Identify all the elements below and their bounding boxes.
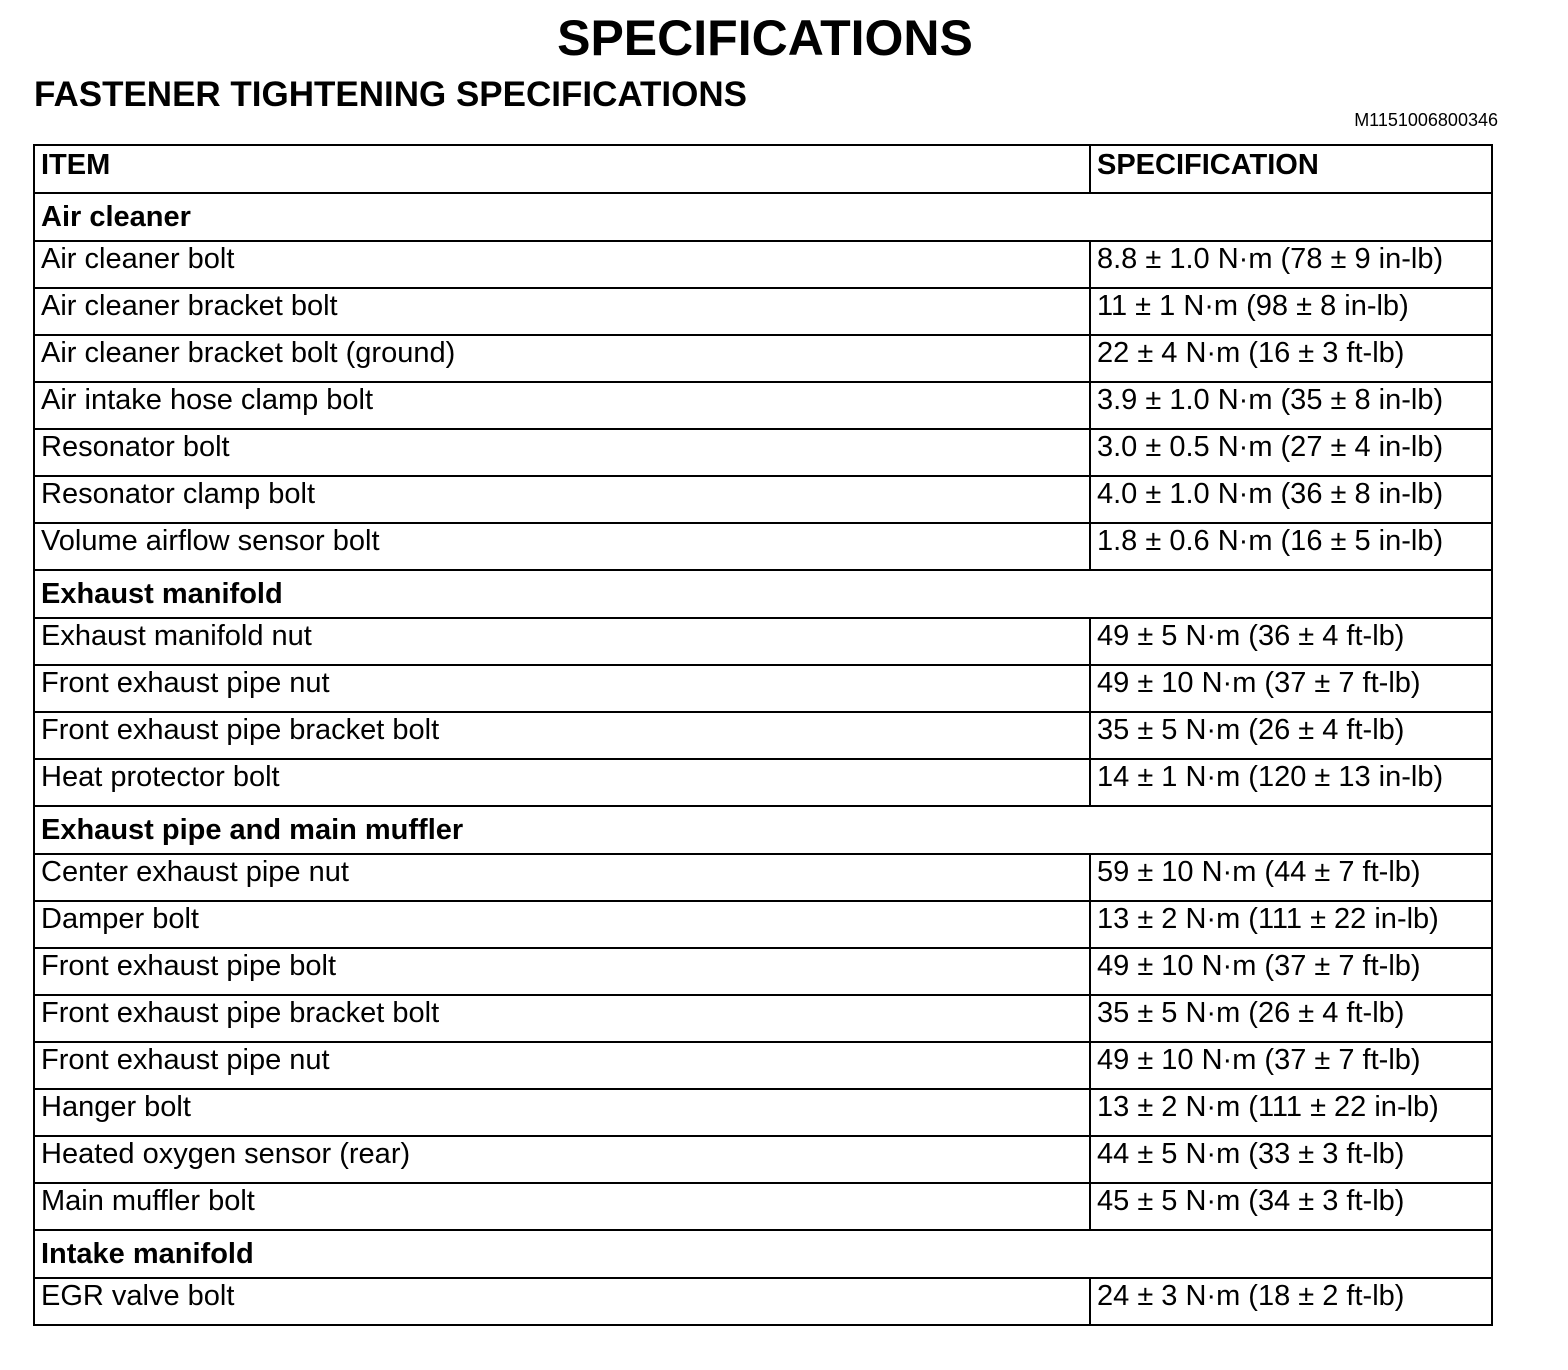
item-cell: Front exhaust pipe bracket bolt (34, 712, 1090, 759)
group-row-exhaust-pipe-main-muffler (34, 806, 1492, 854)
table-row (34, 1278, 1492, 1325)
table-row (34, 1042, 1492, 1089)
spec-cell: 3.0 ± 0.5 N·m (27 ± 4 in-lb) (1090, 429, 1492, 476)
spec-cell: 22 ± 4 N·m (16 ± 3 ft-lb) (1090, 335, 1492, 382)
table-row (34, 712, 1492, 759)
item-cell: EGR valve bolt (34, 1278, 1090, 1325)
table-row (34, 476, 1492, 523)
item-cell: Front exhaust pipe bracket bolt (34, 995, 1090, 1042)
table-row (34, 1183, 1492, 1230)
item-cell: Air cleaner bracket bolt (ground) (34, 335, 1090, 382)
spec-cell: 13 ± 2 N·m (111 ± 22 in-lb) (1090, 901, 1492, 948)
spec-cell: 1.8 ± 0.6 N·m (16 ± 5 in-lb) (1090, 523, 1492, 570)
spec-cell: 59 ± 10 N·m (44 ± 7 ft-lb) (1090, 854, 1492, 901)
spec-cell: 13 ± 2 N·m (111 ± 22 in-lb) (1090, 1089, 1492, 1136)
item-cell: Exhaust manifold nut (34, 618, 1090, 665)
item-cell: Air cleaner bracket bolt (34, 288, 1090, 335)
spec-cell: 45 ± 5 N·m (34 ± 3 ft-lb) (1090, 1183, 1492, 1230)
table-row (34, 854, 1492, 901)
table-row (34, 288, 1492, 335)
spec-cell: 49 ± 5 N·m (36 ± 4 ft-lb) (1090, 618, 1492, 665)
table-row (34, 948, 1492, 995)
table-row (34, 995, 1492, 1042)
section-title: FASTENER TIGHTENING SPECIFICATIONS (34, 75, 748, 114)
spec-cell: 4.0 ± 1.0 N·m (36 ± 8 in-lb) (1090, 476, 1492, 523)
item-cell: Main muffler bolt (34, 1183, 1090, 1230)
table-row (34, 1136, 1492, 1183)
spec-cell: 49 ± 10 N·m (37 ± 7 ft-lb) (1090, 948, 1492, 995)
group-row-intake-manifold (34, 1230, 1492, 1278)
group-heading: Exhaust manifold (34, 570, 1492, 618)
item-cell: Front exhaust pipe bolt (34, 948, 1090, 995)
item-cell: Center exhaust pipe nut (34, 854, 1090, 901)
item-cell: Heated oxygen sensor (rear) (34, 1136, 1090, 1183)
group-heading: Intake manifold (34, 1230, 1492, 1278)
spec-cell: 49 ± 10 N·m (37 ± 7 ft-lb) (1090, 1042, 1492, 1089)
table-row (34, 1089, 1492, 1136)
table-row (34, 901, 1492, 948)
spec-cell: 35 ± 5 N·m (26 ± 4 ft-lb) (1090, 712, 1492, 759)
item-cell: Hanger bolt (34, 1089, 1090, 1136)
table-row (34, 759, 1492, 806)
document-id: M1151006800346 (1354, 110, 1498, 130)
item-cell: Front exhaust pipe nut (34, 1042, 1090, 1089)
table-row (34, 382, 1492, 429)
table-row (34, 241, 1492, 288)
table-header-row (34, 145, 1492, 193)
spec-cell: 35 ± 5 N·m (26 ± 4 ft-lb) (1090, 995, 1492, 1042)
item-cell: Resonator bolt (34, 429, 1090, 476)
group-heading: Exhaust pipe and main muffler (34, 806, 1492, 854)
specification-table (33, 144, 1493, 1326)
table-row (34, 335, 1492, 382)
group-heading: Air cleaner (34, 193, 1492, 241)
specification-column-header: SPECIFICATION (1090, 145, 1492, 193)
item-cell: Air intake hose clamp bolt (34, 382, 1090, 429)
item-cell: Volume airflow sensor bolt (34, 523, 1090, 570)
page-title: SPECIFICATIONS (557, 10, 973, 66)
item-column-header: ITEM (34, 145, 1090, 193)
spec-cell: 11 ± 1 N·m (98 ± 8 in-lb) (1090, 288, 1492, 335)
spec-cell: 44 ± 5 N·m (33 ± 3 ft-lb) (1090, 1136, 1492, 1183)
spec-cell: 3.9 ± 1.0 N·m (35 ± 8 in-lb) (1090, 382, 1492, 429)
item-cell: Damper bolt (34, 901, 1090, 948)
spec-cell: 24 ± 3 N·m (18 ± 2 ft-lb) (1090, 1278, 1492, 1325)
item-cell: Heat protector bolt (34, 759, 1090, 806)
table-row (34, 429, 1492, 476)
spec-cell: 49 ± 10 N·m (37 ± 7 ft-lb) (1090, 665, 1492, 712)
table-row (34, 665, 1492, 712)
spec-cell: 14 ± 1 N·m (120 ± 13 in-lb) (1090, 759, 1492, 806)
group-row-air-cleaner (34, 193, 1492, 241)
table-row (34, 618, 1492, 665)
item-cell: Front exhaust pipe nut (34, 665, 1090, 712)
group-row-exhaust-manifold (34, 570, 1492, 618)
item-cell: Air cleaner bolt (34, 241, 1090, 288)
item-cell: Resonator clamp bolt (34, 476, 1090, 523)
spec-cell: 8.8 ± 1.0 N·m (78 ± 9 in-lb) (1090, 241, 1492, 288)
table-row (34, 523, 1492, 570)
